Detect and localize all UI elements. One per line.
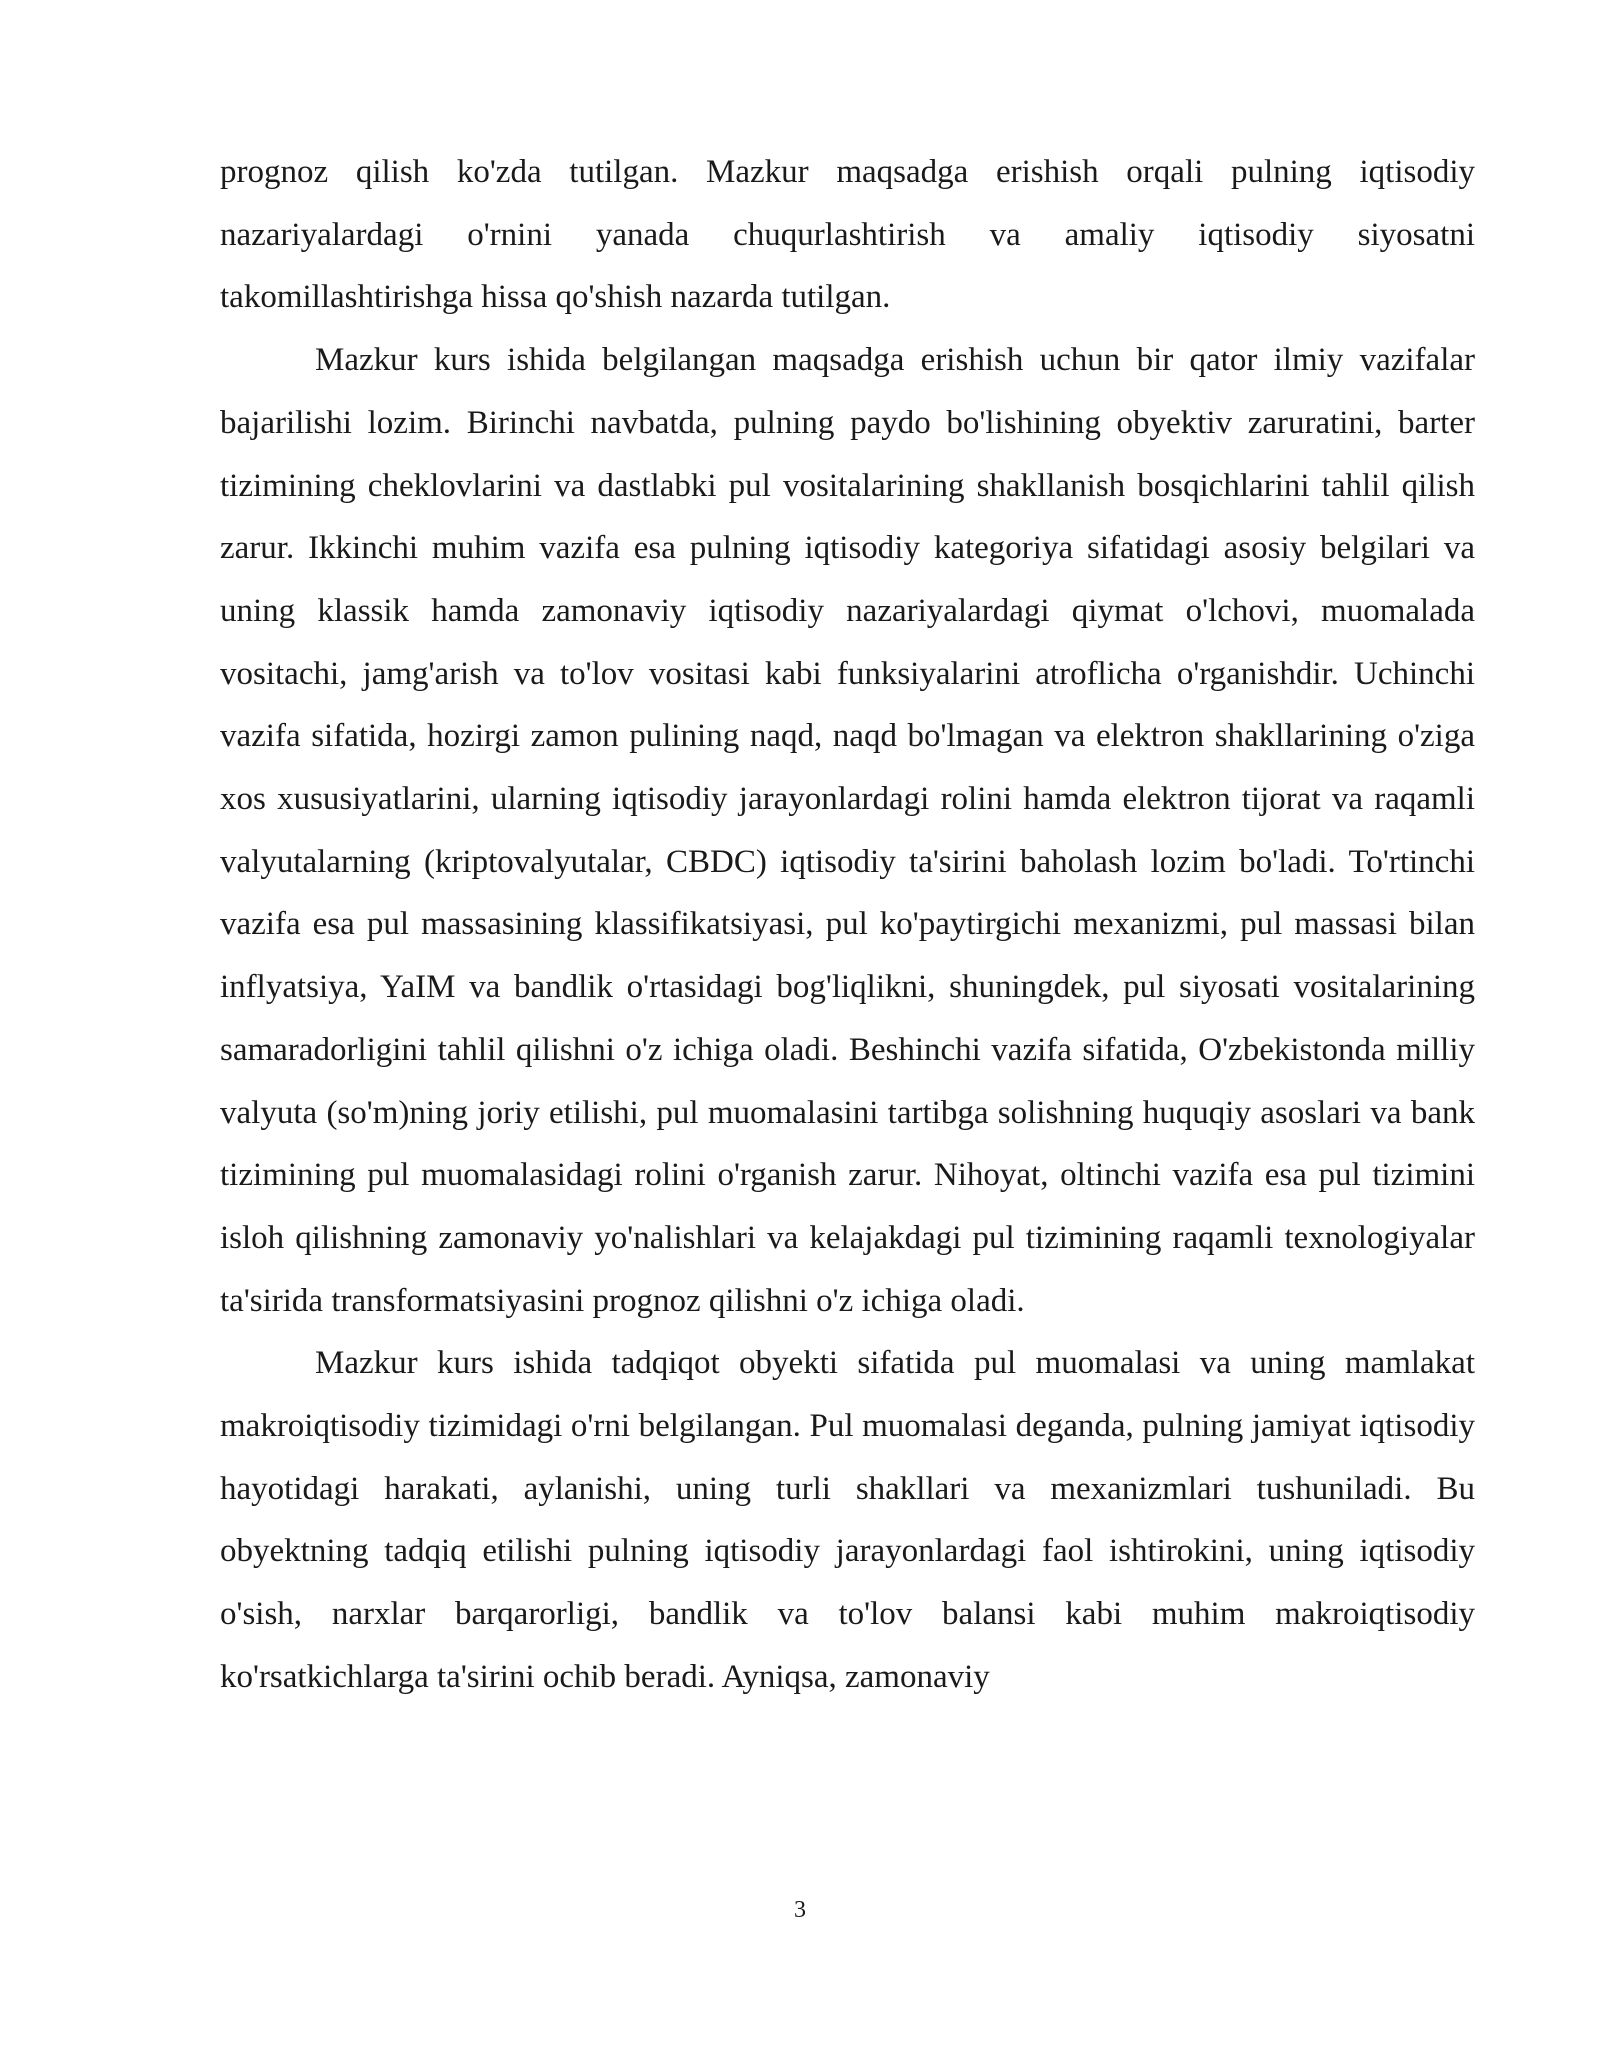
paragraph-continuation: prognoz qilish ko'zda tutilgan. Mazkur maqsadga erishish orqali pulning iqtisodiy nazariyalardagi o'rnini yanada chuqurlashtirish va amaliy iqtisodiy siyosatni takomillashtirishga hissa qo'shish nazarda tutilgan. bbox=[220, 154, 1475, 316]
paragraph-tasks: Mazkur kurs ishida belgilangan maqsadga erishish uchun bir qator ilmiy vazifalar bajarilishi lozim. Birinchi navbatda, pulning paydo bo'lishining obyektiv zaruratini, barter tizimining cheklovlarini va dastlabki pul vositalarining shakllanish bosqichlarini tahlil qilish zarur. Ikkinchi muhim vazifa esa pulning iqtisodiy kategoriya sifatidagi asosiy belgilari va uning klassik hamda zamonaviy iqtisodiy nazariyalardagi qiymat o'lchovi, muomalada vositachi, jamg'arish va to'lov vositasi kabi funksiyalarini atroflicha o'rganishdir. Uchinchi vazifa sifatida, hozirgi zamon pulining naqd, naqd bo'lmagan va elektron shakllarining o'ziga xos xususiyatlarini, ularning iqtisodiy jarayonlardagi rolini hamda elektron tijorat va raqamli valyutalarning (kriptovalyutalar, CBDC) iqtisodiy ta'sirini baholash lozim bo'ladi. To'rtinchi vazifa esa pul massasining klassifikatsiyasi, pul ko'paytirgichi mexanizmi, pul massasi bilan inflyatsiya, YaIM va bandlik o'rtasidagi bog'liqlikni, shuningdek, pul siyosati vositalarining samaradorligini tahlil qilishni o'z ichiga oladi. Beshinchi vazifa sifatida, O'zbekistonda milliy valyuta (so'm)ning joriy etilishi, pul muomalasini tartibga solishning huquqiy asoslari va bank tizimining pul muomalasidagi rolini o'rganish zarur. Nihoyat, oltinchi vazifa esa pul tizimini isloh qilishning zamonaviy yo'nalishlari va kelajakdagi pul tizimining raqamli texnologiyalar ta'sirida transformatsiyasini prognoz qilishni o'z ichiga oladi. bbox=[220, 342, 1475, 1319]
page-number: 3 bbox=[794, 1897, 806, 1923]
body-text bbox=[220, 141, 1475, 1709]
paragraph-research-object: Mazkur kurs ishida tadqiqot obyekti sifatida pul muomalasi va uning mamlakat makroiqtisodiy tizimidagi o'rni belgilangan. Pul muomalasi deganda, pulning jamiyat iqtisodiy hayotidagi harakati, aylanishi, uning turli shakllari va mexanizmlari tushuniladi. Bu obyektning tadqiq etilishi pulning iqtisodiy jarayonlardagi faol ishtirokini, uning iqtisodiy o'sish, narxlar barqarorligi, bandlik va to'lov balansi kabi muhim makroiqtisodiy ko'rsatkichlarga ta'sirini ochib beradi. Ayniqsa, zamonaviy bbox=[220, 1345, 1475, 1695]
